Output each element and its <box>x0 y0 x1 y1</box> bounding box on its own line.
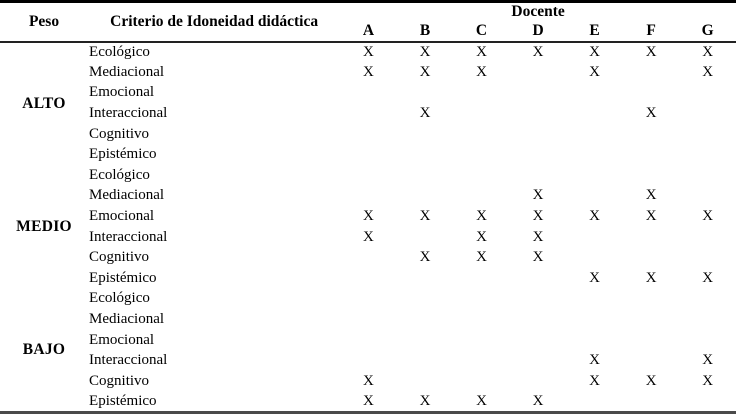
mark-cell <box>340 186 397 207</box>
table-row <box>0 206 736 227</box>
column-header-docente-g: G <box>701 22 714 39</box>
mark-cell <box>340 289 397 310</box>
mark-cell: X <box>532 187 544 204</box>
mark-cell: X <box>363 208 374 225</box>
column-header-docente: Docente <box>511 3 565 21</box>
mark-cell: X <box>476 63 487 80</box>
mark-cell <box>566 124 623 145</box>
mark-cell <box>340 350 397 371</box>
mark-cell: X <box>419 249 431 266</box>
table-row <box>0 268 736 289</box>
mark-cell: X <box>702 269 714 286</box>
column-header-peso: Peso <box>28 12 60 30</box>
mark-cell <box>679 227 736 248</box>
mark-cell: X <box>363 63 374 80</box>
mark-cell: X <box>532 249 544 266</box>
mark-cell: X <box>476 228 487 245</box>
mark-cell <box>453 330 510 351</box>
table-row <box>0 144 736 165</box>
mark-cell: X <box>702 63 714 80</box>
mark-cell <box>566 289 623 310</box>
mark-cell <box>397 186 454 207</box>
mark-cell <box>453 103 510 124</box>
mark-cell <box>510 103 567 124</box>
table-row <box>0 227 736 248</box>
mark-cell: X <box>419 43 431 60</box>
mark-cell <box>340 309 397 330</box>
table-row <box>0 165 736 186</box>
mark-cell <box>679 289 736 310</box>
mark-cell <box>453 186 510 207</box>
table-row <box>0 392 736 413</box>
mark-cell <box>510 309 567 330</box>
mark-cell <box>340 144 397 165</box>
mark-cell <box>453 350 510 371</box>
mark-cell <box>510 330 567 351</box>
mark-cell: X <box>589 43 601 60</box>
mark-cell: X <box>476 43 487 60</box>
mark-cell <box>623 62 680 83</box>
mark-cell: X <box>702 372 714 389</box>
criterio-label: Cognitivo <box>89 372 150 389</box>
column-header-docente-f: F <box>646 22 656 39</box>
mark-cell <box>566 247 623 268</box>
mark-cell <box>340 103 397 124</box>
mark-cell <box>623 330 680 351</box>
mark-cell <box>397 309 454 330</box>
mark-cell <box>566 103 623 124</box>
table-row <box>0 247 736 268</box>
table-row <box>0 371 736 392</box>
mark-cell: X <box>645 105 657 122</box>
criterio-label: Cognitivo <box>89 249 150 266</box>
mark-cell: X <box>363 372 374 389</box>
column-header-docente-e: E <box>589 22 600 39</box>
mark-cell: X <box>363 228 374 245</box>
mark-cell <box>453 268 510 289</box>
criterio-label: Ecológico <box>89 290 150 307</box>
mark-cell <box>340 330 397 351</box>
table-row <box>0 186 736 207</box>
criterio-label: Ecológico <box>89 166 150 183</box>
mark-cell <box>623 144 680 165</box>
table-row <box>0 83 736 104</box>
mark-cell <box>679 309 736 330</box>
mark-cell <box>397 165 454 186</box>
mark-cell <box>679 186 736 207</box>
mark-cell <box>679 144 736 165</box>
mark-cell <box>623 289 680 310</box>
mark-cell: X <box>532 208 544 225</box>
mark-cell <box>566 330 623 351</box>
mark-cell <box>510 83 567 104</box>
mark-cell: X <box>532 228 544 245</box>
mark-cell <box>397 350 454 371</box>
mark-cell <box>510 62 567 83</box>
mark-cell: X <box>645 372 657 389</box>
mark-cell: X <box>363 392 374 409</box>
mark-cell: X <box>645 43 657 60</box>
mark-cell <box>679 392 736 413</box>
mark-cell: X <box>645 208 657 225</box>
mark-cell <box>510 144 567 165</box>
mark-cell: X <box>419 392 431 409</box>
peso-group-label: BAJO <box>22 340 66 358</box>
criterio-label: Emocional <box>89 208 155 225</box>
mark-cell <box>623 392 680 413</box>
mark-cell <box>510 350 567 371</box>
table-row <box>0 124 736 145</box>
mark-cell: X <box>532 392 544 409</box>
mark-cell <box>623 309 680 330</box>
table-header <box>0 2 736 42</box>
mark-cell <box>510 371 567 392</box>
mark-cell: X <box>476 249 487 266</box>
mark-cell: X <box>589 352 601 369</box>
mark-cell <box>566 227 623 248</box>
criterio-label: Emocional <box>89 84 155 101</box>
mark-cell <box>623 247 680 268</box>
mark-cell <box>340 247 397 268</box>
mark-cell <box>510 124 567 145</box>
mark-cell <box>566 83 623 104</box>
mark-cell <box>397 144 454 165</box>
mark-cell: X <box>419 63 431 80</box>
mark-cell <box>566 392 623 413</box>
table-row <box>0 289 736 310</box>
mark-cell <box>679 330 736 351</box>
mark-cell <box>453 144 510 165</box>
criterio-label: Mediacional <box>89 63 165 80</box>
mark-cell <box>679 124 736 145</box>
column-header-docente-d: D <box>532 22 544 39</box>
mark-cell <box>679 247 736 268</box>
criterio-label: Interaccional <box>89 228 168 245</box>
mark-cell: X <box>702 208 714 225</box>
mark-cell: X <box>589 63 601 80</box>
mark-cell <box>340 83 397 104</box>
mark-cell: X <box>645 269 657 286</box>
mark-cell <box>623 350 680 371</box>
mark-cell <box>510 165 567 186</box>
mark-cell <box>679 103 736 124</box>
mark-cell <box>453 309 510 330</box>
mark-cell <box>340 268 397 289</box>
mark-cell <box>623 165 680 186</box>
table-row <box>0 309 736 330</box>
mark-cell <box>397 124 454 145</box>
mark-cell: X <box>419 208 431 225</box>
mark-cell <box>566 309 623 330</box>
mark-cell <box>453 371 510 392</box>
criterio-label: Mediacional <box>89 311 165 328</box>
criterio-label: Emocional <box>89 331 155 348</box>
table-row <box>0 42 736 63</box>
mark-cell: X <box>589 208 601 225</box>
mark-cell: X <box>476 208 487 225</box>
mark-cell <box>397 83 454 104</box>
mark-cell <box>340 165 397 186</box>
mark-cell <box>397 268 454 289</box>
mark-cell <box>679 83 736 104</box>
mark-cell <box>397 371 454 392</box>
column-header-docente-a: A <box>362 22 375 39</box>
mark-cell <box>623 83 680 104</box>
mark-cell: X <box>589 372 601 389</box>
mark-cell <box>566 186 623 207</box>
column-header-docente-c: C <box>475 22 488 39</box>
column-header-docente-b: B <box>419 22 431 39</box>
table-row <box>0 62 736 83</box>
criterio-label: Mediacional <box>89 187 165 204</box>
mark-cell <box>397 330 454 351</box>
mark-cell <box>510 289 567 310</box>
criterio-label: Interaccional <box>89 352 168 369</box>
table-row <box>0 350 736 371</box>
criterio-label: Cognitivo <box>89 125 150 142</box>
peso-group-label: MEDIO <box>16 217 72 235</box>
mark-cell: X <box>363 43 374 60</box>
mark-cell <box>566 144 623 165</box>
mark-cell <box>566 165 623 186</box>
criterio-label: Epistémico <box>89 146 157 163</box>
mark-cell <box>510 268 567 289</box>
mark-cell <box>453 124 510 145</box>
mark-cell <box>623 124 680 145</box>
mark-cell <box>397 289 454 310</box>
criterio-label: Epistémico <box>89 392 157 409</box>
criterio-label: Epistémico <box>89 269 157 286</box>
table-row <box>0 103 736 124</box>
mark-cell <box>679 165 736 186</box>
criterio-label: Ecológico <box>89 43 150 60</box>
mark-cell: X <box>702 43 714 60</box>
mark-cell: X <box>589 269 601 286</box>
mark-cell <box>453 165 510 186</box>
criterio-label: Interaccional <box>89 105 168 122</box>
mark-cell <box>340 124 397 145</box>
column-header-criterio: Criterio de Idoneidad didáctica <box>110 12 319 30</box>
table-row <box>0 330 736 351</box>
mark-cell <box>397 227 454 248</box>
mark-cell: X <box>419 105 431 122</box>
mark-cell: X <box>532 43 544 60</box>
mark-cell <box>453 289 510 310</box>
table-body <box>0 42 736 413</box>
peso-group-label: ALTO <box>22 94 66 112</box>
mark-cell: X <box>476 392 487 409</box>
mark-cell <box>453 83 510 104</box>
mark-cell: X <box>702 352 714 369</box>
mark-cell <box>623 227 680 248</box>
mark-cell: X <box>645 187 657 204</box>
